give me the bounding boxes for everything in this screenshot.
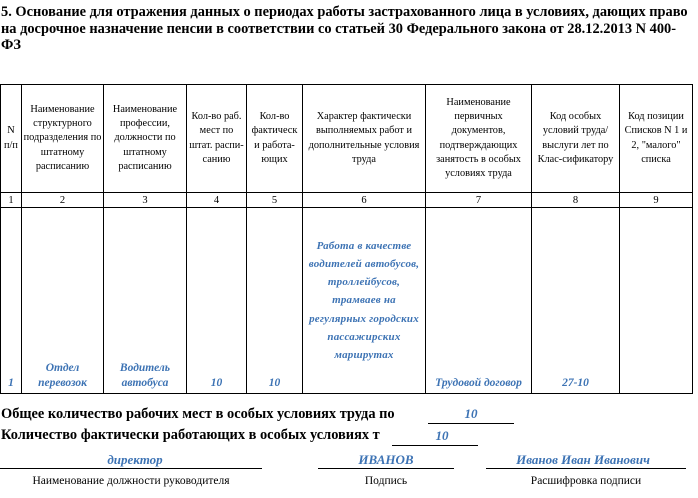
column-number-row (1, 193, 693, 208)
header-cell-number: N п/п (1, 85, 22, 193)
header-cell-places: Кол-во раб. мест по штат. распи-санию (187, 85, 247, 193)
column-number: 5 (247, 193, 303, 208)
work-conditions-table (0, 84, 693, 394)
total-working-value: 10 (435, 428, 449, 443)
cell-documents: Трудовой договор (426, 208, 532, 394)
table-row (1, 208, 693, 394)
director-signature-value: ИВАНОВ (358, 452, 414, 467)
column-number: 3 (104, 193, 187, 208)
header-cell-work-nature: Характер фактически выполняемых работ и дополнительные условия труда (303, 85, 426, 193)
director-position-caption: Наименование должности руководителя (32, 475, 230, 487)
header-cell-subdivision: Наименование структурного подразделения по штатному расписанию (22, 85, 104, 193)
total-places-value: 10 (464, 406, 478, 421)
director-name-caption: Расшифровка подписи (530, 475, 642, 487)
header-cell-documents: Наименование первичных документов, подтверждающих занятость в особых условиях труда (426, 85, 532, 193)
cell-working: 10 (247, 208, 303, 394)
column-number: 7 (426, 193, 532, 208)
column-number: 6 (303, 193, 426, 208)
cell-condition-code: 27-10 (532, 208, 620, 394)
total-places-underline (428, 423, 514, 424)
header-cell-condition-code: Код особых условий труда/выслуги лет по Клас-сификатору (532, 85, 620, 193)
header-cell-working: Кол-во фактическ и работа-ющих (247, 85, 303, 193)
cell-list-code (620, 208, 693, 394)
cell-profession: Водитель автобуса (104, 208, 187, 394)
cell-places: 10 (187, 208, 247, 394)
header-cell-list-code: Код позиции Списков N 1 и 2, "малого" списка (620, 85, 693, 193)
header-cell-profession: Наименование профессии, должности по штатному расписанию (104, 85, 187, 193)
director-position-underline (0, 468, 262, 469)
total-working-underline (392, 445, 478, 446)
column-number: 1 (1, 193, 22, 208)
column-number: 9 (620, 193, 693, 208)
director-signature-caption: Подпись (364, 475, 408, 487)
director-position-value: директор (107, 452, 163, 467)
cell-number: 1 (1, 208, 22, 394)
column-number: 8 (532, 193, 620, 208)
table-header-row (1, 85, 693, 193)
column-number: 4 (187, 193, 247, 208)
director-signature-underline (318, 468, 454, 469)
section-heading-line-1: 5. Основание для отражения данных о периодах работы застрахованного лица в условиях, дающих право (1, 4, 688, 20)
section-heading-line-2: на досрочное назначение пенсии в соответствии со статьей 30 Федерального закона от 28.12.2013 N 400-ФЗ (1, 20, 677, 53)
director-name-underline (486, 468, 686, 469)
cell-subdivision: Отдел перевозок (22, 208, 104, 394)
column-number: 2 (22, 193, 104, 208)
director-name-value: Иванов Иван Иванович (516, 452, 650, 467)
total-places-label: Общее количество рабочих мест в особых условиях труда по (1, 406, 395, 422)
total-working-label: Количество фактически работающих в особых условиях т (1, 427, 380, 443)
cell-work-nature: Работа в качестве водителей автобусов, троллейбусов, трамваев на регулярных городских пассажирских маршрутах (303, 208, 426, 394)
section-heading (1, 4, 691, 54)
